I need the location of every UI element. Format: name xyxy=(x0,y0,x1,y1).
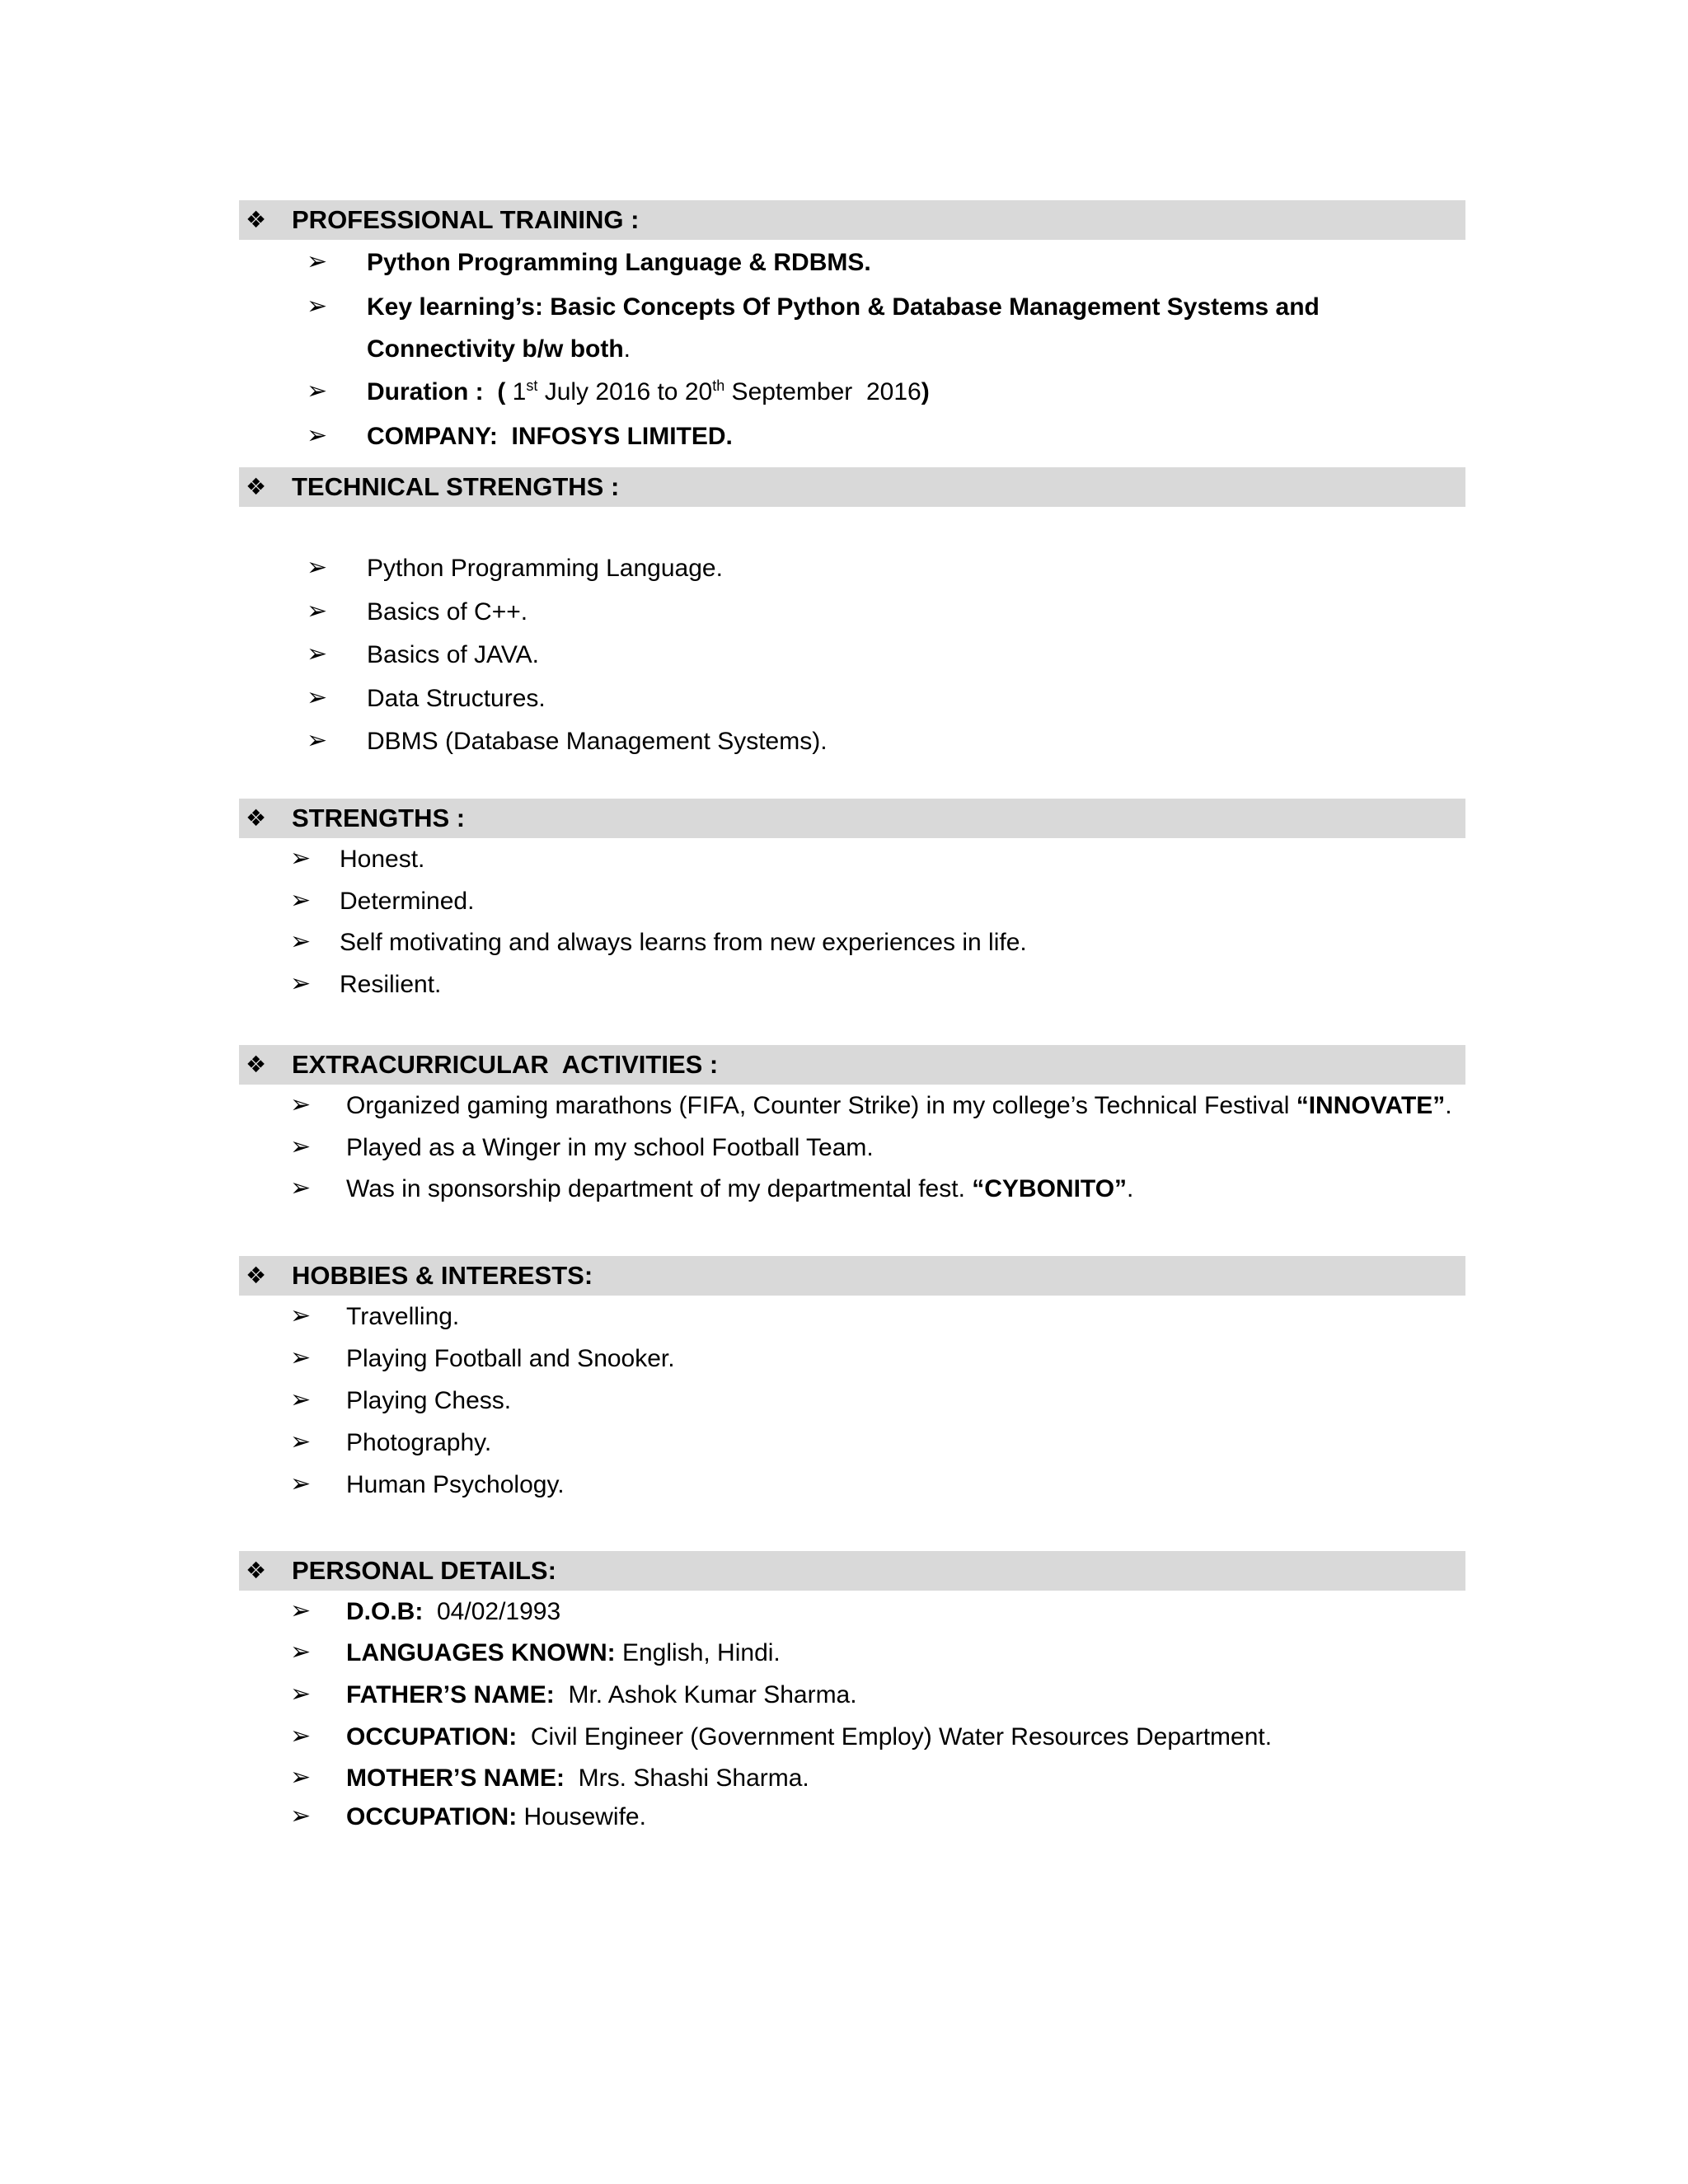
detail-row xyxy=(346,1638,781,1669)
detail-label: MOTHER’S NAME: xyxy=(346,1765,565,1792)
detail-label: D.O.B: xyxy=(346,1598,424,1625)
arrow-bullet-icon: ➢ xyxy=(290,1680,312,1708)
arrow-bullet-icon: ➢ xyxy=(290,968,312,998)
section-technical-strengths xyxy=(239,467,1465,756)
arrow-bullet-icon: ➢ xyxy=(290,1638,312,1666)
arrow-bullet-icon: ➢ xyxy=(290,885,312,915)
section-title: TECHNICAL STRENGTHS : xyxy=(292,472,620,501)
diamond-bullet-icon: ❖ xyxy=(246,1557,267,1584)
detail-value: Housewife. xyxy=(517,1803,646,1830)
arrow-bullet-icon: ➢ xyxy=(307,682,328,712)
list-item: Played as a Winger in my school Football Team. xyxy=(346,1134,874,1161)
list-item: Key learning’s: Basic Concepts Of Python & Database Management Systems and xyxy=(367,293,1320,321)
diamond-bullet-icon: ❖ xyxy=(246,1262,267,1289)
section-header xyxy=(239,799,1465,838)
detail-row xyxy=(346,1802,646,1833)
arrow-bullet-icon: ➢ xyxy=(307,596,328,626)
arrow-bullet-icon: ➢ xyxy=(290,927,312,956)
list-item: Was in sponsorship department of my departmental fest. “CYBONITO”. xyxy=(346,1175,1134,1202)
detail-label: LANGUAGES KNOWN: xyxy=(346,1639,616,1666)
section-header xyxy=(239,1045,1465,1085)
section-title: PROFESSIONAL TRAINING : xyxy=(292,205,640,234)
section-title: EXTRACURRICULAR ACTIVITIES : xyxy=(292,1050,719,1079)
list-item: COMPANY: INFOSYS LIMITED. xyxy=(367,423,733,450)
section-header xyxy=(239,1551,1465,1591)
arrow-bullet-icon: ➢ xyxy=(290,1132,312,1161)
list-item: DBMS (Database Management Systems). xyxy=(367,728,828,755)
arrow-bullet-icon: ➢ xyxy=(290,1427,312,1456)
section-header xyxy=(239,200,1465,240)
arrow-bullet-icon: ➢ xyxy=(290,1802,312,1830)
detail-value: English, Hindi. xyxy=(615,1639,781,1666)
list-item: Travelling. xyxy=(346,1303,460,1330)
list-item: Determined. xyxy=(340,887,475,915)
diamond-bullet-icon: ❖ xyxy=(246,804,267,832)
section-hobbies xyxy=(239,1256,1465,1520)
section-extracurricular xyxy=(239,1045,1465,1218)
section-strengths xyxy=(239,799,1465,1013)
list-item: Organized gaming marathons (FIFA, Counter Strike) in my college’s Technical Festival “INNOVATE”. xyxy=(346,1092,1452,1119)
detail-row xyxy=(346,1763,809,1794)
section-title: PERSONAL DETAILS: xyxy=(292,1556,556,1585)
list-item: Basics of C++. xyxy=(367,598,528,626)
list-item: Human Psychology. xyxy=(346,1471,565,1498)
arrow-bullet-icon: ➢ xyxy=(290,1301,312,1330)
list-item: Honest. xyxy=(340,846,425,873)
section-personal-details xyxy=(239,1551,1465,1848)
arrow-bullet-icon: ➢ xyxy=(307,726,328,755)
list-item: Photography. xyxy=(346,1429,492,1456)
arrow-bullet-icon: ➢ xyxy=(290,1343,312,1372)
list-item: Python Programming Language & RDBMS. xyxy=(367,249,871,276)
detail-label: OCCUPATION: xyxy=(346,1803,518,1830)
list-item-duration: Duration : ( 1st July 2016 to 20th September 2016) xyxy=(367,377,930,405)
detail-label: FATHER’S NAME: xyxy=(346,1681,555,1708)
detail-value: 04/02/1993 xyxy=(423,1598,561,1625)
arrow-bullet-icon: ➢ xyxy=(307,640,328,668)
list-item: Data Structures. xyxy=(367,684,546,712)
section-title: HOBBIES & INTERESTS: xyxy=(292,1261,593,1290)
arrow-bullet-icon: ➢ xyxy=(307,377,328,405)
arrow-bullet-icon: ➢ xyxy=(290,1596,312,1625)
diamond-bullet-icon: ❖ xyxy=(246,1051,267,1078)
arrow-bullet-icon: ➢ xyxy=(290,1385,312,1414)
detail-row xyxy=(346,1680,857,1711)
detail-row xyxy=(346,1722,1272,1753)
section-header xyxy=(239,467,1465,507)
arrow-bullet-icon: ➢ xyxy=(290,1469,312,1498)
detail-row xyxy=(346,1596,560,1628)
arrow-bullet-icon: ➢ xyxy=(307,421,328,450)
arrow-bullet-icon: ➢ xyxy=(290,844,312,873)
section-professional-training xyxy=(239,200,1465,464)
arrow-bullet-icon: ➢ xyxy=(307,292,328,321)
diamond-bullet-icon: ❖ xyxy=(246,473,267,500)
detail-label: OCCUPATION: xyxy=(346,1723,518,1750)
arrow-bullet-icon: ➢ xyxy=(290,1722,312,1750)
list-item: Playing Football and Snooker. xyxy=(346,1345,675,1372)
section-header xyxy=(239,1256,1465,1296)
arrow-bullet-icon: ➢ xyxy=(307,247,328,276)
diamond-bullet-icon: ❖ xyxy=(246,206,267,233)
arrow-bullet-icon: ➢ xyxy=(290,1174,312,1202)
arrow-bullet-icon: ➢ xyxy=(307,553,328,582)
list-item: Playing Chess. xyxy=(346,1387,512,1414)
section-title: STRENGTHS : xyxy=(292,804,466,832)
detail-value: Mrs. Shashi Sharma. xyxy=(565,1765,809,1792)
list-item: Python Programming Language. xyxy=(367,555,723,582)
detail-value: Civil Engineer (Government Employ) Water Resources Department. xyxy=(517,1723,1273,1750)
arrow-bullet-icon: ➢ xyxy=(290,1763,312,1792)
list-item: Self motivating and always learns from new experiences in life. xyxy=(340,929,1027,956)
detail-value: Mr. Ashok Kumar Sharma. xyxy=(554,1681,857,1708)
list-item: Basics of JAVA. xyxy=(367,641,539,668)
list-item: Resilient. xyxy=(340,970,442,998)
arrow-bullet-icon: ➢ xyxy=(290,1090,312,1119)
list-item-continued: Connectivity b/w both. xyxy=(367,335,631,363)
